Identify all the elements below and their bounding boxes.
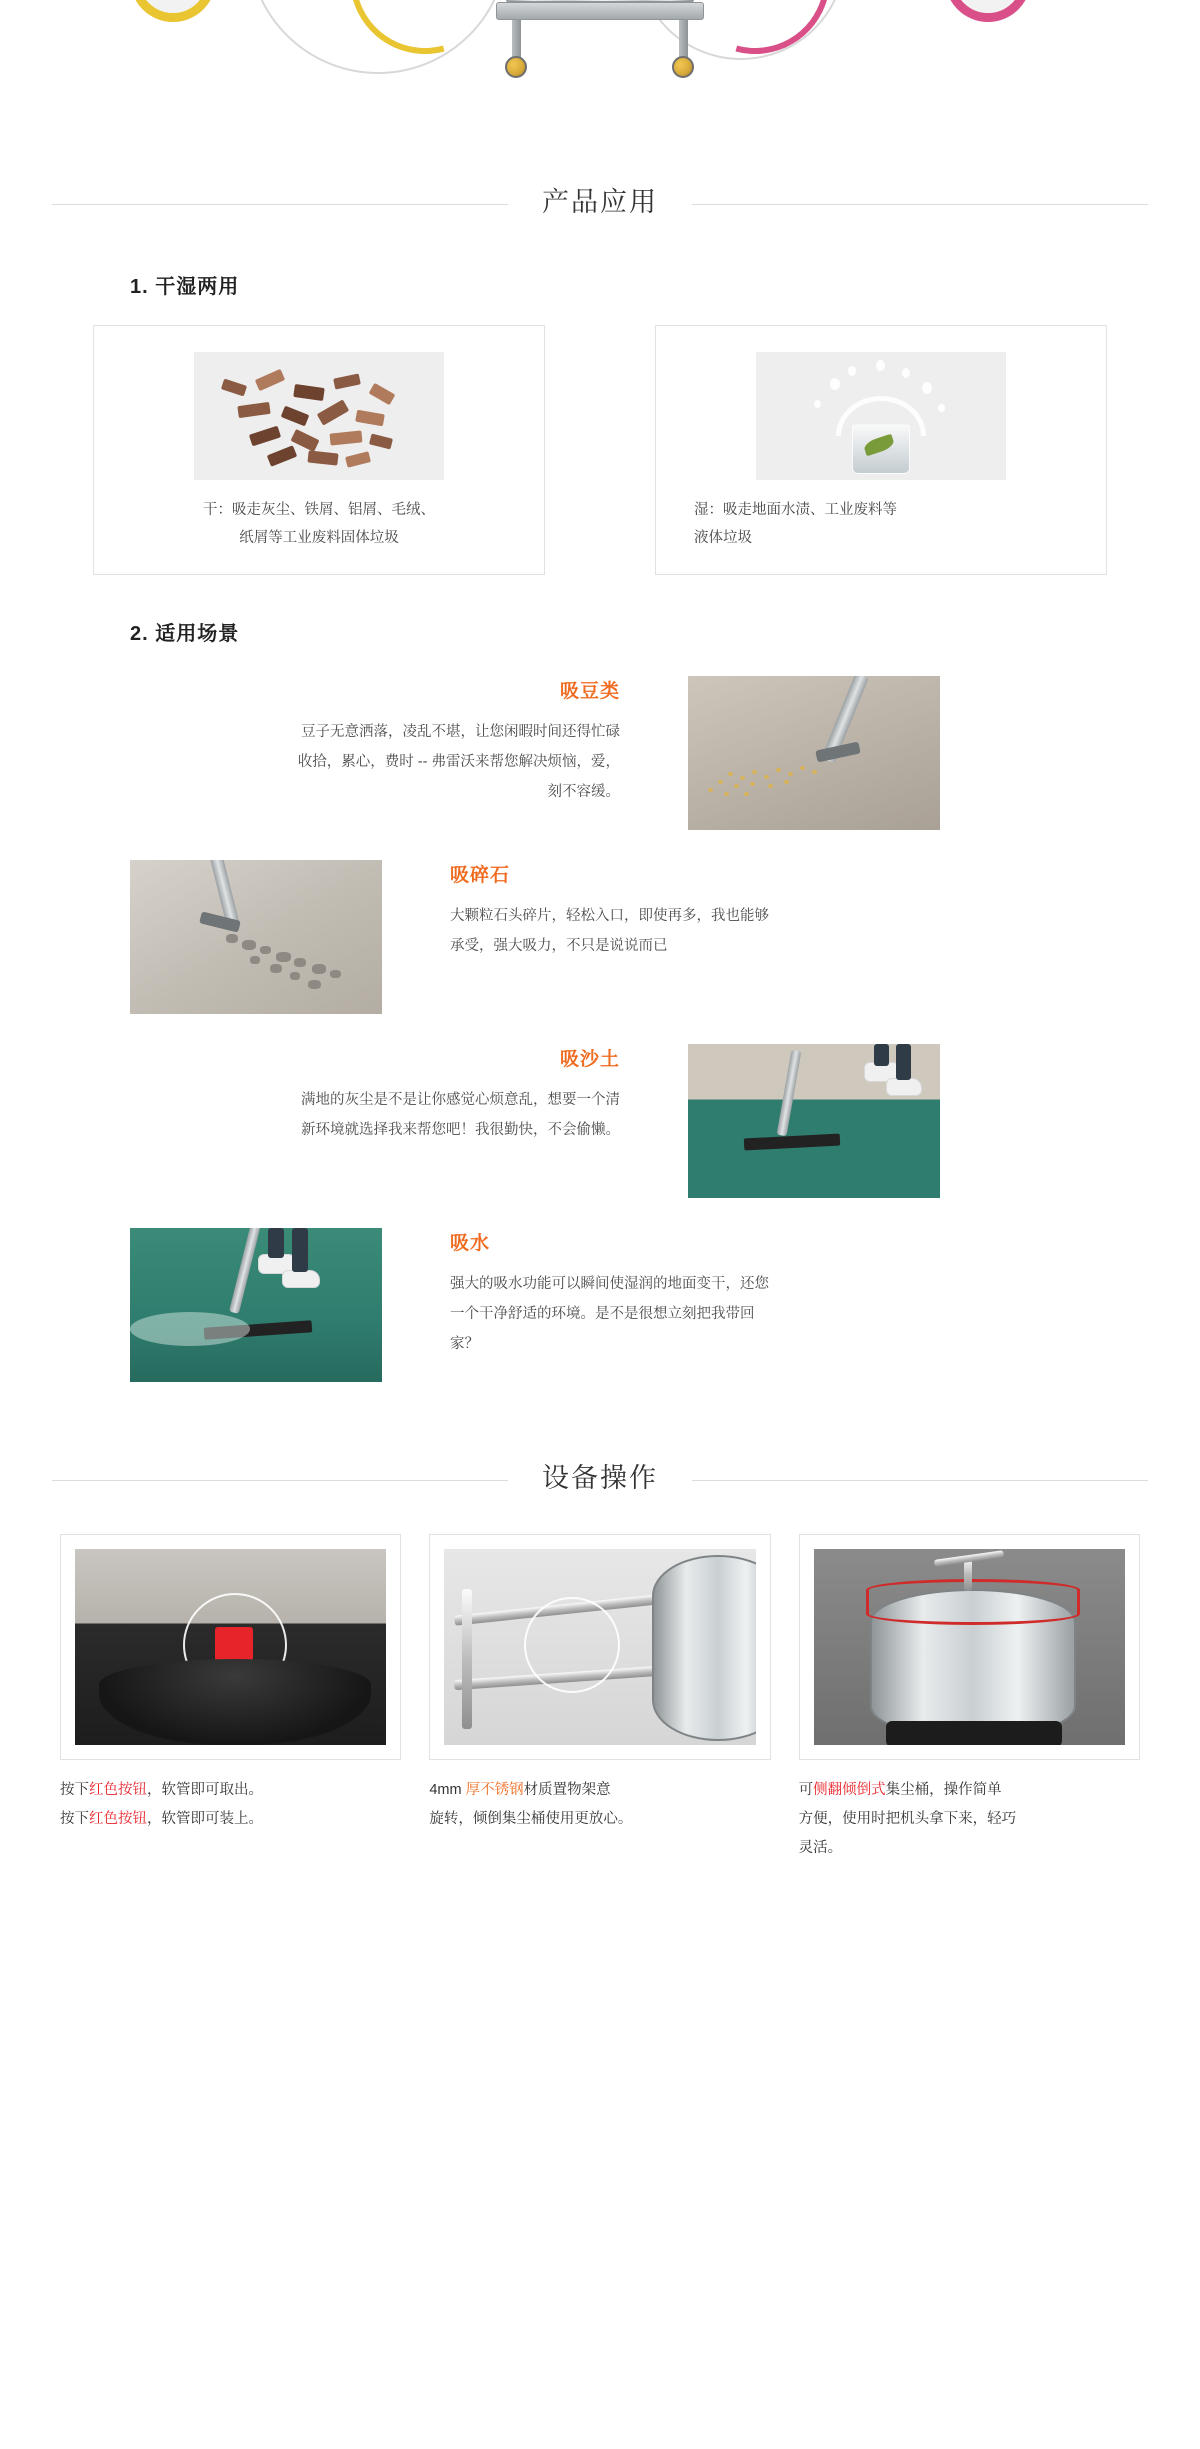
scene-gravel-body <box>450 901 940 961</box>
wood-chip <box>333 373 361 389</box>
subheading-dry-wet: 1. 干湿两用 <box>130 276 240 298</box>
caption-line-1 <box>429 1776 770 1805</box>
wood-chip <box>345 451 371 467</box>
operation-card-stainless-rack <box>429 1534 770 1863</box>
tilt-dump-photo <box>814 1549 1125 1745</box>
dry-debris-photo <box>194 352 444 480</box>
vacuum-wand <box>229 1228 261 1314</box>
section-title: 设备操作 <box>508 1452 692 1504</box>
machine-leg-left <box>512 20 521 60</box>
caption-text: 集尘桶，操作简单 <box>885 1782 1002 1798</box>
machine-leg-right <box>679 20 688 60</box>
scene-water-line-1: 强大的吸水功能可以瞬间使湿润的地面变干，还您 <box>450 1276 769 1292</box>
stainless-rack-photo <box>444 1549 755 1745</box>
dry-wet-card-list <box>0 325 1200 575</box>
operation-image-frame <box>429 1534 770 1760</box>
wet-splash-photo <box>756 352 1006 480</box>
wet-caption-line-2: 液体垃圾 <box>694 530 752 546</box>
card-dry-use <box>93 325 545 575</box>
machine-base-dark <box>886 1721 1062 1745</box>
scene-sand-photo <box>688 1044 940 1198</box>
caption-highlight: 红色按钮 <box>89 1782 147 1798</box>
hero-product-image <box>0 0 1200 120</box>
scene-beans-body <box>130 717 620 807</box>
operation-caption-1 <box>60 1776 401 1834</box>
machine-base <box>496 2 704 20</box>
scene-gravel-line-1: 大颗粒石头碎片，轻松入口，即使再多，我也能够 <box>450 908 769 924</box>
scene-water-title: 吸水 <box>450 1233 491 1254</box>
scene-sand-line-1: 满地的灰尘是不是让你感觉心烦意乱，想要一个清 <box>301 1092 620 1108</box>
leg <box>292 1228 308 1272</box>
wet-floor-sheen <box>130 1312 250 1346</box>
wood-chip <box>237 402 270 418</box>
scene-beans-image-col <box>688 676 940 830</box>
caption-text: 灵活。 <box>798 1840 843 1856</box>
scene-sand <box>0 1044 1200 1198</box>
caption-highlight: 红色按钮 <box>89 1811 147 1827</box>
scene-gravel-title: 吸碎石 <box>450 865 511 886</box>
wood-chip <box>255 369 285 391</box>
page-bottom-spacer <box>0 1863 1200 1903</box>
caption-text: 按下 <box>60 1782 89 1798</box>
water-drop <box>814 400 821 408</box>
water-drop <box>938 404 945 412</box>
vacuum-machine-illustration <box>496 0 704 80</box>
scene-water-line-2: 一个干净舒适的环境。是不是很想立刻把我带回 <box>450 1306 755 1322</box>
scene-beans-text <box>130 676 620 807</box>
operation-card-list <box>0 1534 1200 1863</box>
scene-sand-title: 吸沙土 <box>559 1049 620 1070</box>
shoe <box>282 1270 320 1288</box>
caption-text: 可 <box>798 1782 814 1798</box>
dry-caption-line-2: 纸屑等工业废料固体垃圾 <box>239 530 399 546</box>
shoe <box>886 1078 922 1096</box>
scene-beans-line-2: 收拾，累心，费时 -- 弗雷沃来帮您解决烦恼，爱， <box>297 754 620 770</box>
caption-line-1 <box>60 1776 401 1805</box>
scene-gravel <box>0 860 1200 1014</box>
water-drop <box>876 360 885 371</box>
operation-image-frame <box>799 1534 1140 1760</box>
operation-caption-2 <box>429 1776 770 1834</box>
caption-text: ，软管即可装上。 <box>147 1811 263 1827</box>
wood-chip <box>307 450 338 465</box>
caption-line-1 <box>799 1776 1140 1805</box>
scene-water-photo <box>130 1228 382 1382</box>
caption-text: ，软管即可取出。 <box>147 1782 263 1798</box>
caption-line-3 <box>799 1834 1140 1863</box>
hero-graphics <box>0 0 1200 120</box>
scene-beans-line-1: 豆子无意洒落，凌乱不堪，让您闲暇时间还得忙碌 <box>301 724 620 740</box>
scene-water <box>0 1228 1200 1382</box>
scene-sand-body <box>130 1085 620 1145</box>
machine-wheel-left <box>505 56 527 78</box>
stainless-drum <box>652 1555 755 1741</box>
caption-highlight: 厚不锈钢 <box>465 1782 524 1798</box>
caption-text: 按下 <box>60 1811 89 1827</box>
scene-beans-photo <box>688 676 940 830</box>
caption-line-2 <box>429 1805 770 1834</box>
caption-line-2 <box>799 1805 1140 1834</box>
scene-sand-image-col <box>688 1044 940 1198</box>
water-drop <box>902 368 910 378</box>
wood-chip <box>317 399 349 425</box>
nozzle-head <box>815 742 861 763</box>
water-drop <box>848 366 856 376</box>
section-heading-product-application <box>0 176 1200 228</box>
wet-caption <box>676 496 1086 552</box>
wood-chip <box>221 379 247 397</box>
squeegee-head <box>744 1133 840 1150</box>
subheading-scenes: 2. 适用场景 <box>130 623 240 645</box>
machine-head-shape <box>99 1659 371 1745</box>
wood-chip <box>267 445 297 467</box>
card-wet-use <box>655 325 1107 575</box>
operation-caption-3 <box>799 1776 1140 1863</box>
red-button-shape <box>215 1627 253 1661</box>
caption-text: 4mm <box>429 1782 466 1798</box>
wood-chip <box>249 426 281 447</box>
scene-gravel-line-2: 承受，强大吸力，不只是说说而已 <box>450 938 668 954</box>
scene-beans <box>0 676 1200 830</box>
machine-wheel-right <box>672 56 694 78</box>
caption-text: 方便，使用时把机头拿下来，轻巧 <box>798 1811 1017 1827</box>
caption-line-2 <box>60 1805 401 1834</box>
wood-chip <box>355 410 385 427</box>
operation-image-frame <box>60 1534 401 1760</box>
section-title: 产品应用 <box>508 176 692 228</box>
wood-chip <box>293 384 325 401</box>
scene-water-image-col <box>130 1228 382 1382</box>
wood-chip <box>290 429 319 452</box>
scene-sand-text <box>130 1044 620 1145</box>
red-rim <box>866 1579 1080 1625</box>
scene-water-body <box>450 1269 940 1359</box>
scene-gravel-photo <box>130 860 382 1014</box>
water-drop <box>922 382 932 394</box>
section-heading-equipment-operation <box>0 1452 1200 1504</box>
leg <box>874 1044 889 1066</box>
dry-caption <box>114 496 524 552</box>
scene-water-line-3: 家？ <box>450 1336 479 1352</box>
leg <box>896 1044 911 1080</box>
caption-text: 旋转，倾倒集尘桶使用更放心。 <box>429 1811 633 1827</box>
vacuum-wand <box>777 1050 802 1136</box>
scene-beans-line-3: 刻不容缓。 <box>547 784 620 800</box>
wood-chip <box>281 406 310 427</box>
scene-water-text <box>450 1228 940 1359</box>
scene-sand-line-2: 新环境就选择我来帮您吧！我很勤快，不会偷懒。 <box>301 1122 620 1138</box>
scene-gravel-text <box>450 860 940 961</box>
scene-beans-title: 吸豆类 <box>559 681 620 702</box>
caption-highlight: 侧翻倾倒式 <box>813 1782 886 1798</box>
water-drop <box>830 378 840 390</box>
scene-gravel-image-col <box>130 860 382 1014</box>
highlight-circle <box>524 1597 620 1693</box>
operation-card-tilt-dump <box>799 1534 1140 1863</box>
leg <box>268 1228 284 1258</box>
wood-chip <box>329 430 362 445</box>
steel-rack-post <box>462 1589 472 1729</box>
red-button-photo <box>75 1549 386 1745</box>
wood-chip <box>369 434 393 450</box>
caption-text: 材质置物架意 <box>523 1782 611 1798</box>
dry-caption-line-1: 干：吸走灰尘、铁屑、铝屑、毛绒、 <box>203 502 435 518</box>
wet-caption-line-1: 湿：吸走地面水渍、工业废料等 <box>694 502 897 518</box>
wood-chip <box>369 383 396 405</box>
operation-card-red-button <box>60 1534 401 1863</box>
